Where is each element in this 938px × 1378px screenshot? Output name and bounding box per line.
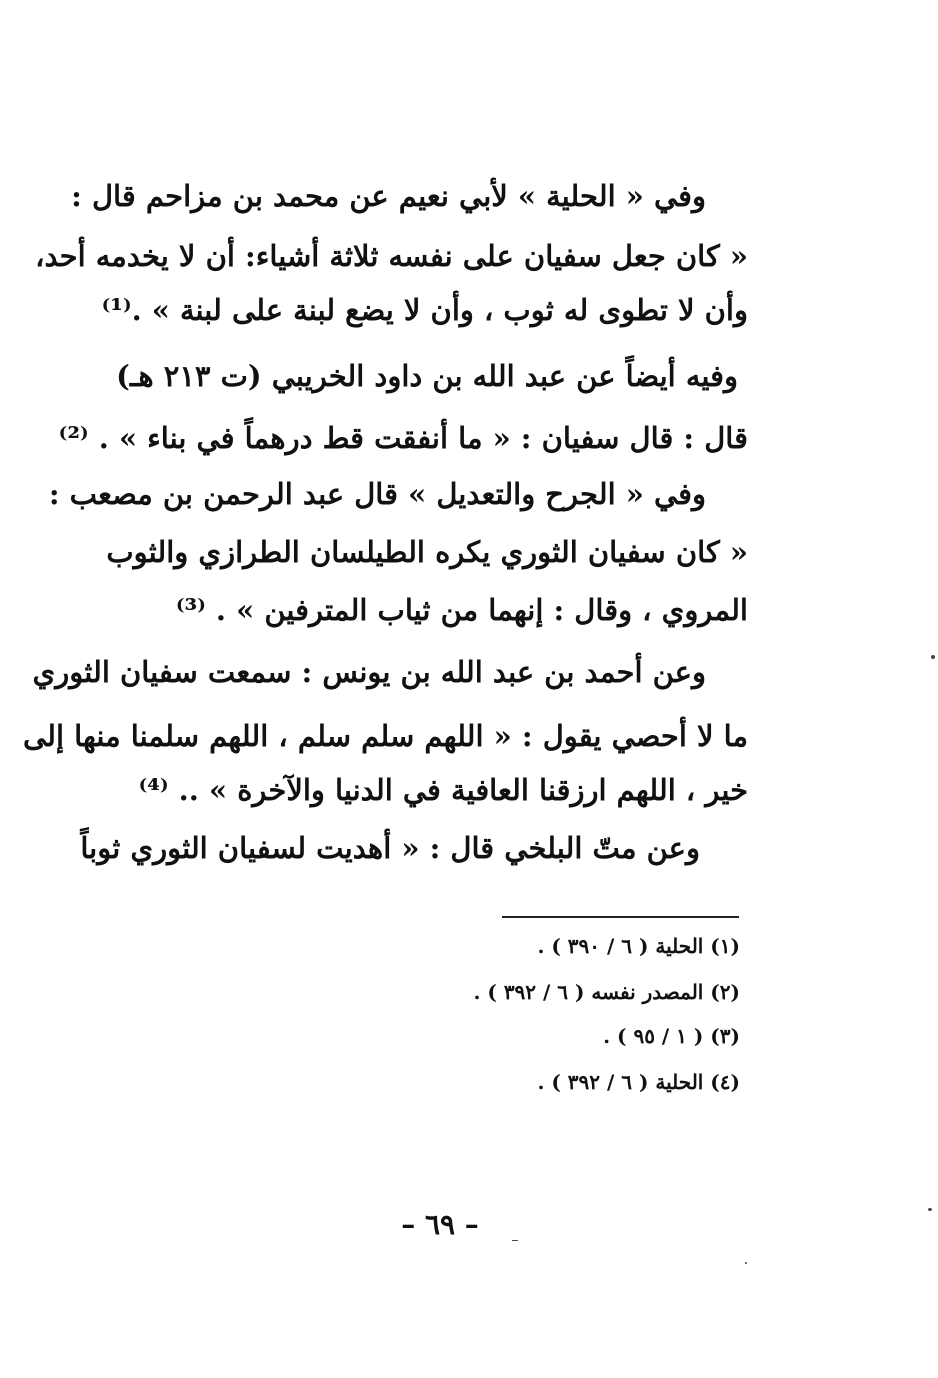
body-line-10: ما لا أحصي يقول : « اللهم سلم سلم ، اللهم سلمنا منها إلى bbox=[23, 719, 748, 753]
body-line-6: وفي « الجرح والتعديل » قال عبد الرحمن بن مصعب : bbox=[48, 477, 706, 511]
footnote-3: (٣) ( ١ / ٩٥ ) . bbox=[603, 1024, 740, 1048]
scan-speck bbox=[512, 1240, 518, 1241]
body-line-12: وعن متّ البلخي قال : « أهديت لسفيان الثوري ثوباً bbox=[80, 831, 700, 865]
body-line-9: وعن أحمد بن عبد الله بن يونس : سمعت سفيان الثوري bbox=[32, 655, 706, 689]
body-line-8: المروي ، وقال : إنهما من ثياب المترفين » . ⁽³⁾ bbox=[175, 593, 748, 627]
body-line-4: وفيه أيضاً عن عبد الله بن داود الخريبي (ت ٢١٣ هـ) bbox=[116, 359, 738, 393]
footnote-1: (١) الحلية ( ٦ / ٣٩٠ ) . bbox=[537, 934, 740, 958]
body-line-2: « كان جعل سفيان على نفسه ثلاثة أشياء: أن لا يخدمه أحد، bbox=[35, 239, 748, 273]
body-line-11: خير ، اللهم ارزقنا العافية في الدنيا والآخرة » .. ⁽⁴⁾ bbox=[138, 773, 748, 807]
page-number: – ٦٩ – bbox=[401, 1208, 479, 1241]
body-line-7: « كان سفيان الثوري يكره الطيلسان الطرازي والثوب bbox=[106, 535, 748, 569]
scan-speck bbox=[928, 1208, 932, 1211]
footnote-2: (٢) المصدر نفسه ( ٦ / ٣٩٢ ) . bbox=[473, 980, 740, 1004]
footnote-divider bbox=[502, 916, 739, 918]
scan-speck bbox=[931, 655, 935, 659]
footnote-4: (٤) الحلية ( ٦ / ٣٩٢ ) . bbox=[537, 1070, 740, 1094]
body-line-5: قال : قال سفيان : « ما أنفقت قط درهماً في بناء » . ⁽²⁾ bbox=[58, 421, 748, 455]
scan-speck bbox=[745, 1262, 747, 1264]
body-line-3: وأن لا تطوى له ثوب ، وأن لا يضع لبنة على لبنة » .⁽¹⁾ bbox=[101, 293, 748, 327]
body-line-1: وفي « الحلية » لأبي نعيم عن محمد بن مزاحم قال : bbox=[71, 179, 706, 213]
